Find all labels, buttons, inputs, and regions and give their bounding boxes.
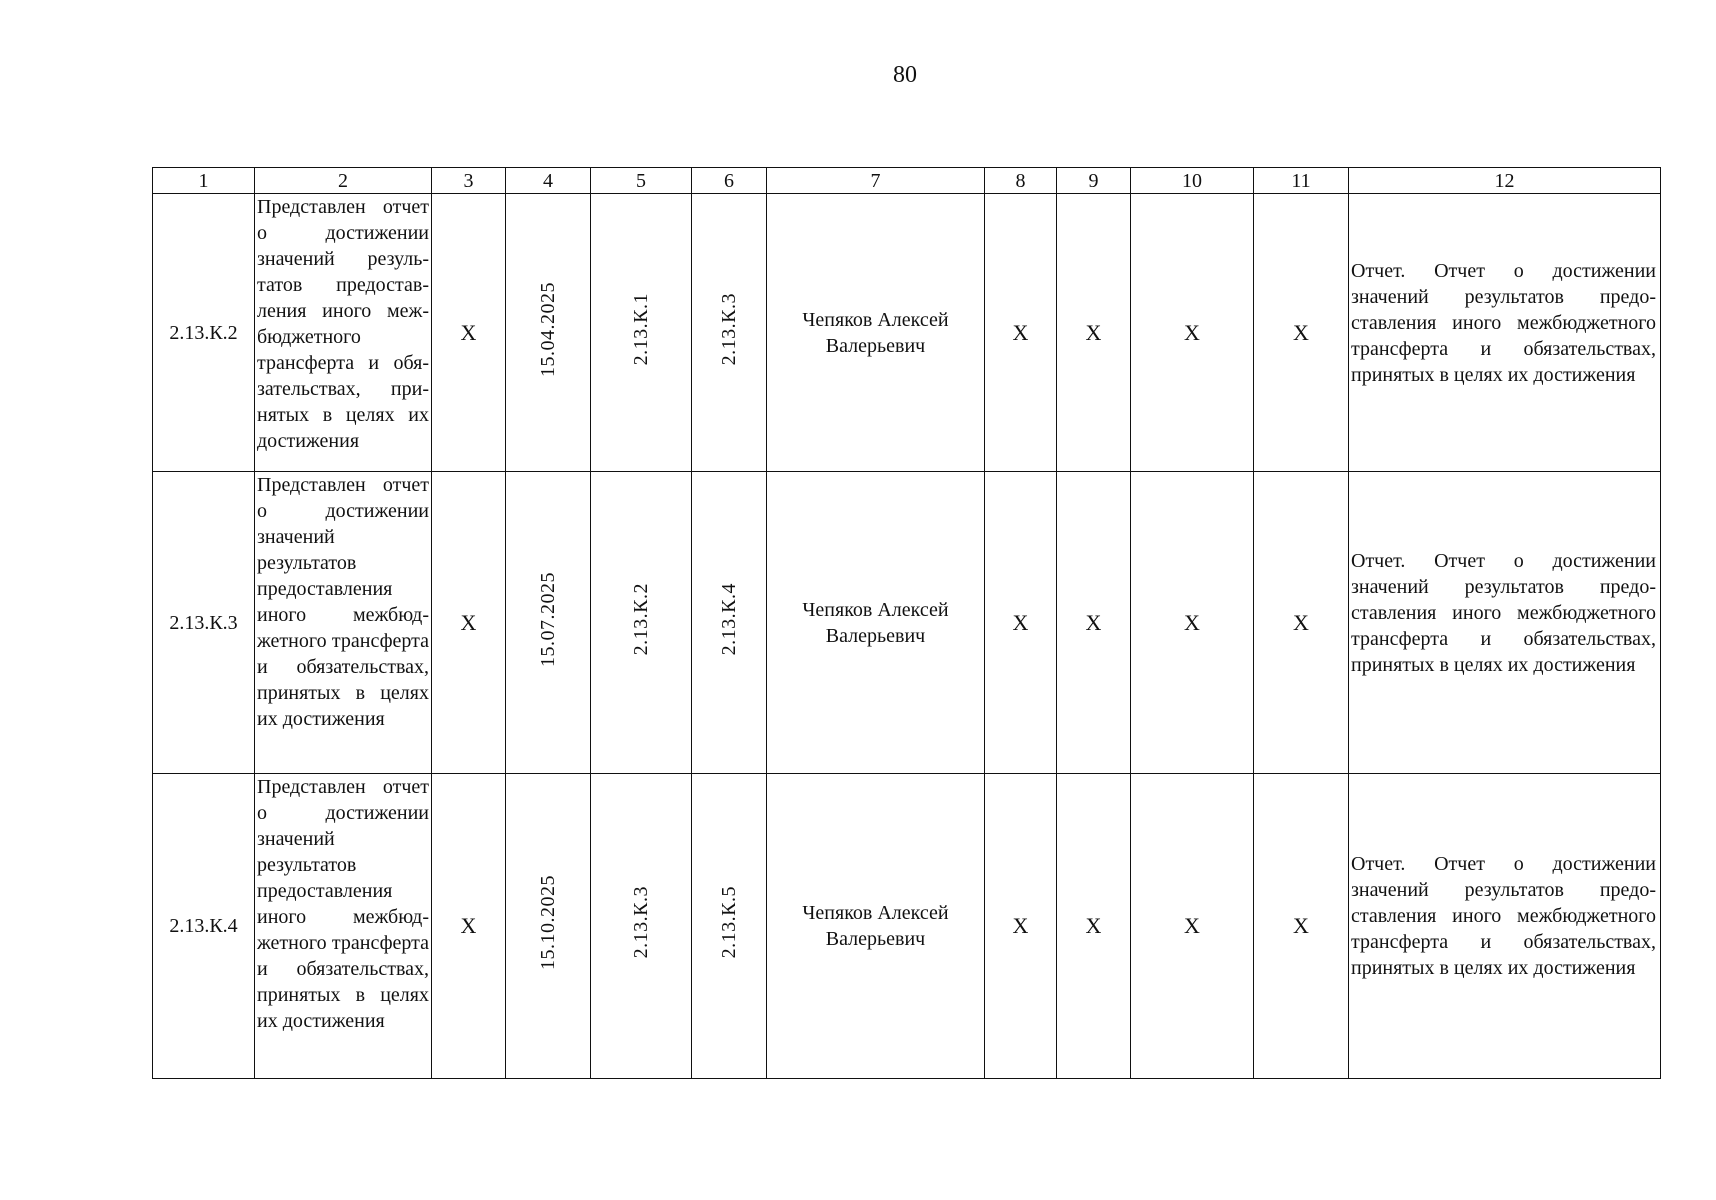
row-col8-cell: X [985, 774, 1057, 1079]
row-col3-cell: X [432, 774, 506, 1079]
header-cell-9: 9 [1057, 168, 1131, 194]
header-cell-12: 12 [1349, 168, 1661, 194]
row-next-text: 2.13.К.4 [718, 582, 740, 656]
header-cell-6: 6 [692, 168, 767, 194]
row-date-cell [506, 774, 591, 1079]
row-next-text: 2.13.К.3 [718, 292, 740, 366]
row-col9-cell: X [1057, 774, 1131, 1079]
row-code-cell: 2.13.К.3 [153, 472, 255, 774]
row-date-cell [506, 194, 591, 472]
row-col3-cell: X [432, 194, 506, 472]
row-col10-cell: X [1131, 472, 1254, 774]
row-prev-text: 2.13.К.2 [630, 582, 652, 656]
row-code-cell: 2.13.К.4 [153, 774, 255, 1079]
header-cell-11: 11 [1254, 168, 1349, 194]
row-col8-cell: X [985, 472, 1057, 774]
row-responsible-cell: Чепяков Алексей Валерьевич [767, 774, 985, 1079]
header-cell-2: 2 [255, 168, 432, 194]
table-row [153, 194, 1661, 472]
header-cell-3: 3 [432, 168, 506, 194]
row-next-cell [692, 472, 767, 774]
row-col10-cell: X [1131, 774, 1254, 1079]
row-col11-cell: X [1254, 194, 1349, 472]
header-cell-7: 7 [767, 168, 985, 194]
row-col10-cell: X [1131, 194, 1254, 472]
row-prev-cell [591, 194, 692, 472]
header-cell-10: 10 [1131, 168, 1254, 194]
row-col11-cell: X [1254, 774, 1349, 1079]
row-description-cell: Представлен отчет о достижении значений результатов предоставления иного межбюджетного трансферта и обязательствах, принятых в целях их достижения [255, 472, 432, 774]
header-cell-5: 5 [591, 168, 692, 194]
row-result-cell: Отчет. Отчет о достижении значений результатов предоставления иного межбюджетного трансферта и обязательствах, принятых в целях их достижения [1349, 194, 1661, 472]
row-col9-cell: X [1057, 194, 1131, 472]
table-row [153, 472, 1661, 774]
page-number: 80 [893, 62, 917, 88]
row-prev-cell [591, 472, 692, 774]
row-col11-cell: X [1254, 472, 1349, 774]
control-points-table [152, 167, 1661, 1079]
header-row [153, 168, 1661, 194]
header-cell-4: 4 [506, 168, 591, 194]
row-result-cell: Отчет. Отчет о достижении значений результатов предоставления иного межбюджетного трансферта и обязательствах, принятых в целях их достижения [1349, 774, 1661, 1079]
row-responsible-cell: Чепяков Алексей Валерьевич [767, 194, 985, 472]
row-date-text: 15.07.2025 [537, 571, 559, 667]
row-code-cell: 2.13.К.2 [153, 194, 255, 472]
row-col9-cell: X [1057, 472, 1131, 774]
row-responsible-cell: Чепяков Алексей Валерьевич [767, 472, 985, 774]
row-next-cell [692, 194, 767, 472]
row-result-cell: Отчет. Отчет о достижении значений результатов предоставления иного межбюджетного трансферта и обязательствах, принятых в целях их достижения [1349, 472, 1661, 774]
row-prev-text: 2.13.К.3 [630, 886, 652, 959]
row-next-text: 2.13.К.5 [718, 886, 740, 959]
row-description-cell: Представлен отчет о достижении значений результатов предоставления иного межбюджетного трансферта и обязательствах, принятых в целях их достижения [255, 774, 432, 1079]
row-date-text: 15.04.2025 [537, 281, 559, 377]
row-date-cell [506, 472, 591, 774]
header-cell-8: 8 [985, 168, 1057, 194]
row-date-text: 15.10.2025 [537, 875, 559, 970]
row-next-cell [692, 774, 767, 1079]
row-prev-cell [591, 774, 692, 1079]
row-col8-cell: X [985, 194, 1057, 472]
row-description-cell: Представлен отчет о достижении значений результатов предоставления иного межбюджетного трансферта и обязательствах, принятых в целях их достижения [255, 194, 432, 472]
row-col3-cell: X [432, 472, 506, 774]
table-row [153, 774, 1661, 1079]
row-prev-text: 2.13.К.1 [630, 292, 652, 366]
header-cell-1: 1 [153, 168, 255, 194]
